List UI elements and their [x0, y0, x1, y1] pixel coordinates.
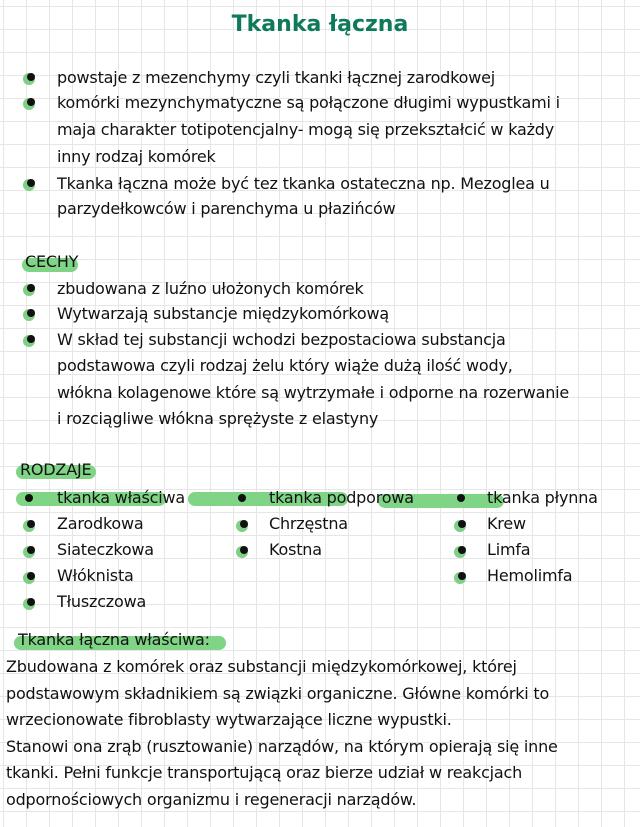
- cechy-line: zbudowana z luźno ułożonych komórek: [57, 279, 364, 298]
- list-item: Kostna: [269, 540, 322, 559]
- intro-line: komórki mezynchymatyczne są połączone długimi wypustkami i: [57, 93, 560, 112]
- cechy-line: podstawowa czyli rodzaj żelu który wiąże dużą ilość wody,: [57, 356, 513, 375]
- list-item: Zarodkowa: [57, 514, 144, 533]
- cechy-line: i rozciągliwe włókna sprężyste z elastyny: [57, 409, 379, 428]
- list-item: Włóknista: [57, 566, 134, 585]
- list-item: Siateczkowa: [57, 540, 154, 559]
- cechy-line: Wytwarzają substancje międzykomórkową: [57, 304, 389, 323]
- rodzaje-heading: RODZAJE: [20, 460, 92, 479]
- intro-line: parzydełkowców i parenchyma u płazińców: [57, 199, 396, 218]
- bullet-icon: [27, 598, 35, 606]
- bullet-icon: [27, 572, 35, 580]
- bullet-icon: [458, 520, 466, 528]
- bullet-icon: [25, 494, 33, 502]
- bullet-icon: [240, 520, 248, 528]
- cechy-line: W skład tej substancji wchodzi bezpostaciowa substancja: [57, 330, 506, 349]
- intro-line: powstaje z mezenchymy czyli tkanki łącznej zarodkowej: [57, 68, 496, 87]
- intro-line: inny rodzaj komórek: [57, 147, 216, 166]
- column-header: tkanka płynna: [487, 488, 598, 507]
- bullet-icon: [458, 546, 466, 554]
- paragraph-line: wrzecionowate fibroblasty wytwarzające liczne wypustki.: [6, 710, 452, 729]
- paragraph-line: podstawowym składnikiem są związki organiczne. Główne komórki to: [6, 684, 550, 703]
- paragraph-line: tkanki. Pełni funkcje transportującą oraz bierze udział w reakcjach: [6, 763, 523, 782]
- list-item: Tłuszczowa: [57, 592, 147, 611]
- column-header: tkanka właściwa: [57, 488, 185, 507]
- bullet-icon: [27, 309, 35, 317]
- column-header: tkanka podporowa: [269, 488, 414, 507]
- list-item: Krew: [487, 514, 526, 533]
- paragraph-line: Stanowi ona zrąb (rusztowanie) narządów, na którym opierają się inne: [6, 737, 558, 756]
- bullet-icon: [27, 73, 35, 81]
- bullet-icon: [27, 179, 35, 187]
- bullet-icon: [27, 546, 35, 554]
- bullet-icon: [27, 520, 35, 528]
- paragraph-line: Zbudowana z komórek oraz substancji międzykomórkowej, której: [6, 657, 517, 676]
- intro-line: maja charakter totipotencjalny- mogą się przekształcić w każdy: [57, 120, 555, 139]
- bullet-icon: [457, 494, 465, 502]
- bullet-icon: [240, 546, 248, 554]
- bullet-icon: [27, 335, 35, 343]
- paragraph-line: odpornościowych organizmu i regeneracji narządów.: [6, 790, 417, 809]
- wlasciwa-heading: Tkanka łączna właściwa:: [18, 630, 210, 649]
- cechy-heading: CECHY: [25, 252, 79, 271]
- bullet-icon: [458, 572, 466, 580]
- list-item: Hemolimfa: [487, 566, 573, 585]
- bullet-icon: [27, 284, 35, 292]
- page-title: Tkanka łączna: [231, 12, 409, 37]
- bullet-icon: [27, 98, 35, 106]
- bullet-icon: [238, 494, 246, 502]
- list-item: Limfa: [487, 540, 531, 559]
- intro-line: Tkanka łączna może być tez tkanka ostateczna np. Mezoglea u: [57, 174, 550, 193]
- list-item: Chrzęstna: [269, 514, 348, 533]
- cechy-line: włókna kolagenowe które są wytrzymałe i odporne na rozerwanie: [57, 383, 570, 402]
